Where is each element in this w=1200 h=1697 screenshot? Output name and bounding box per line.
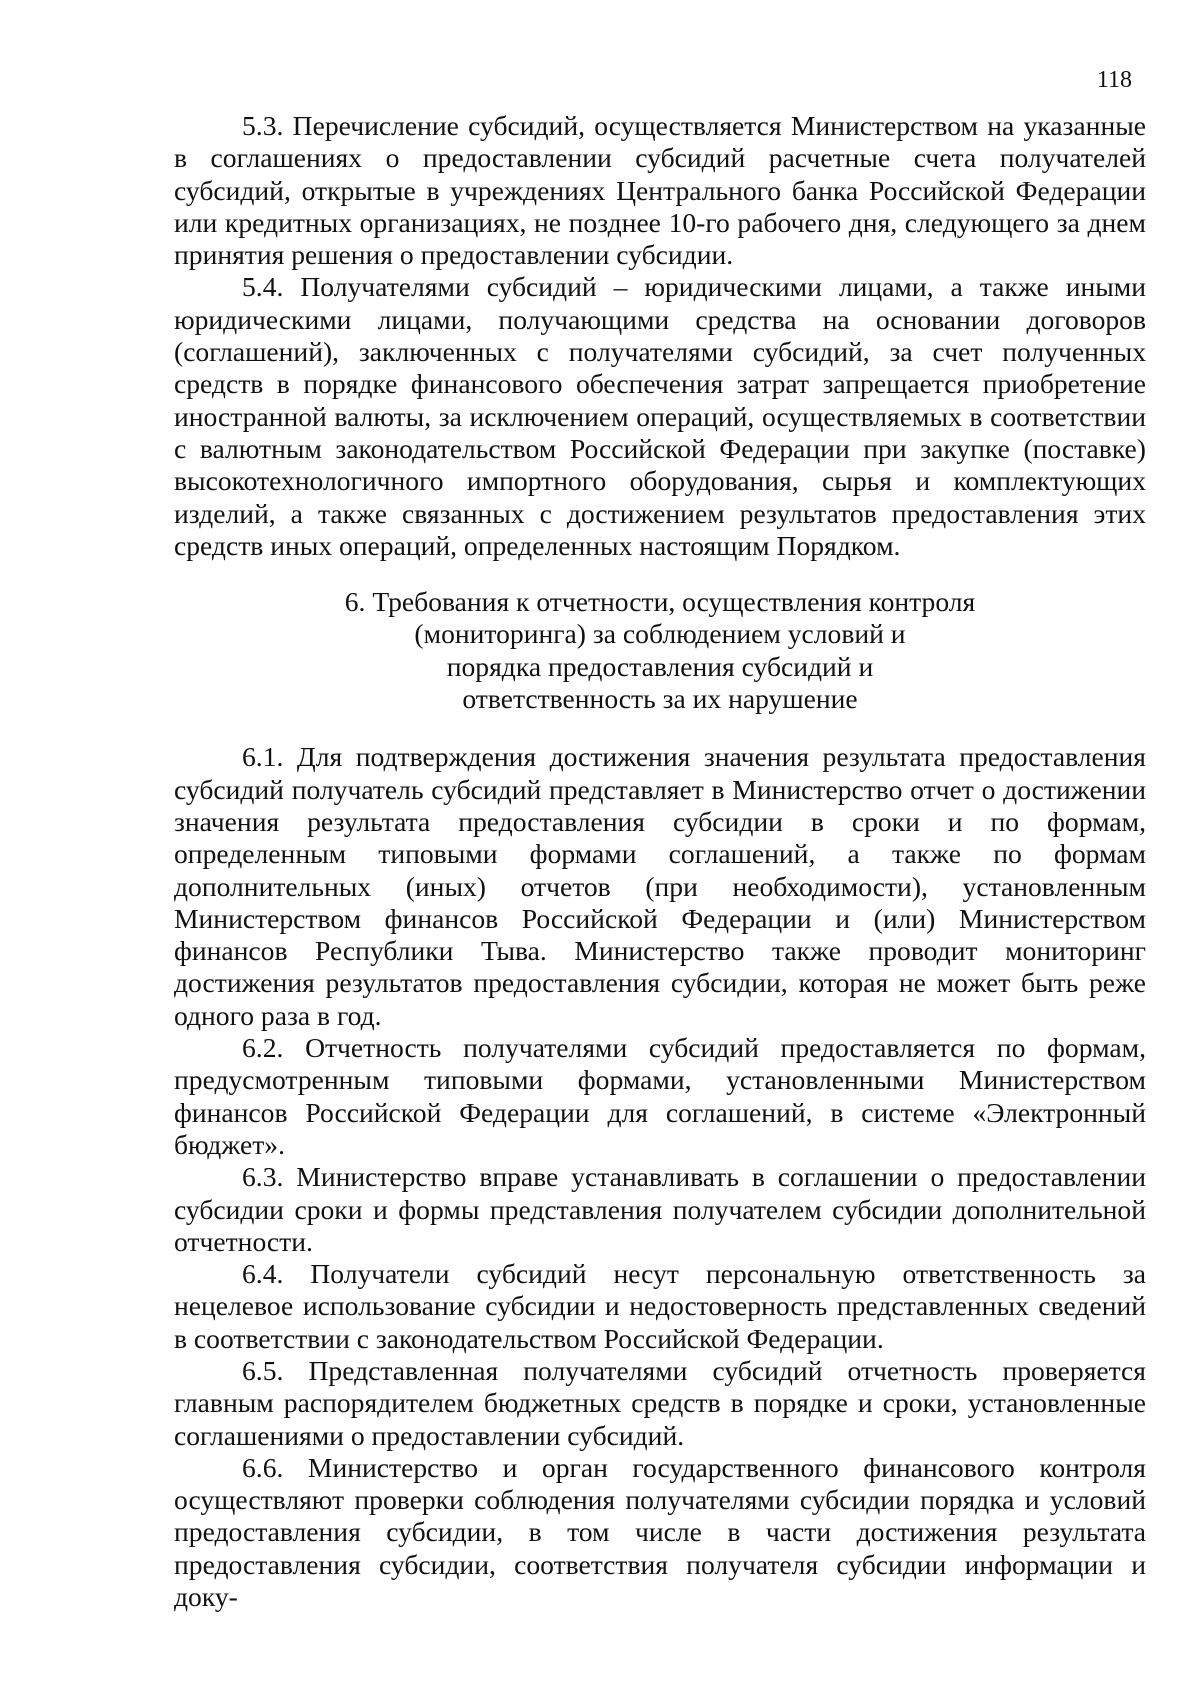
- paragraph-6-1: 6.1. Для подтверждения достижения значения результата предоставления субсидий получатель субсидий представляет в Министерство отчет о достижении значения результата предоставления субсидии в сроки и по формам, определенным типовыми формами соглашений, а также по формам дополнительных (иных) отчетов (при необходимости), установленным Министерством финансов Российской Федерации и (или) Министерством финансов Республики Тыва. Министерство также проводит мониторинг достижения результатов предоставления субсидии, которая не может быть реже одного раза в год.: [174, 741, 1146, 1031]
- paragraph-6-5: 6.5. Представленная получателями субсидий отчетность проверяется главным распорядителем бюджетных средств в порядке и сроки, установленные соглашениями о предоставлении субсидий.: [174, 1354, 1146, 1451]
- paragraph-6-3: 6.3. Министерство вправе устанавливать в соглашении о предоставлении субсидии сроки и формы представления получателем субсидии дополнительной отчетности.: [174, 1161, 1146, 1257]
- paragraph-6-2: 6.2. Отчетность получателями субсидий предоставляется по формам, предусмотренным типовыми формами, установленными Министерством финансов Российской Федерации для соглашений, в системе «Электронный бюджет».: [174, 1032, 1146, 1160]
- paragraph-5-4: 5.4. Получателями субсидий – юридическими лицами, а также иными юридическими лицами, получающими средства на основании договоров (соглашений), заключенных с получателями субсидий, за счет полученных средств в порядке финансового обеспечения затрат запрещается приобретение иностранной валюты, за исключением операций, осуществляемых в соответствии с валютным законодательством Российской Федерации при закупке (поставке) высокотехнологичного импортного оборудования, сырья и комплектующих изделий, а также связанных с достижением результатов предоставления этих средств иных операций, определенных настоящим Порядком.: [174, 271, 1146, 561]
- section-heading-line: ответственность за их нарушение: [462, 683, 858, 715]
- paragraph-5-3: 5.3. Перечисление субсидий, осуществляется Министерством на указанные в соглашениях о предоставлении субсидий расчетные счета получателей субсидий, открытые в учреждениях Центрального банка Российской Федерации или кредитных организациях, не позднее 10-го рабочего дня, следующего за днем принятия решения о предоставлении субсидии.: [174, 110, 1146, 271]
- document-body: [174, 110, 1146, 1613]
- paragraph-6-4: 6.4. Получатели субсидий несут персональную ответственность за нецелевое использование субсидии и недостоверность представленных сведений в соответствии с законодательством Российской Федерации.: [174, 1258, 1146, 1354]
- section-heading-line: (мониторинга) за соблюдением условий и: [414, 618, 906, 650]
- paragraph-6-6: 6.6. Министерство и орган государственного финансового контроля осуществляют проверки соблюдения получателями субсидии порядка и условий предоставления субсидии, в том числе в части достижения результата предоставления субсидии, соответствия получателя субсидии информации и доку-: [174, 1451, 1146, 1613]
- section-heading-line: 6. Требования к отчетности, осуществления контроля: [344, 586, 976, 618]
- section-heading-6: [174, 586, 1146, 715]
- section-heading-line: порядка предоставления субсидий и: [446, 650, 874, 682]
- page-number: 118: [1096, 67, 1132, 93]
